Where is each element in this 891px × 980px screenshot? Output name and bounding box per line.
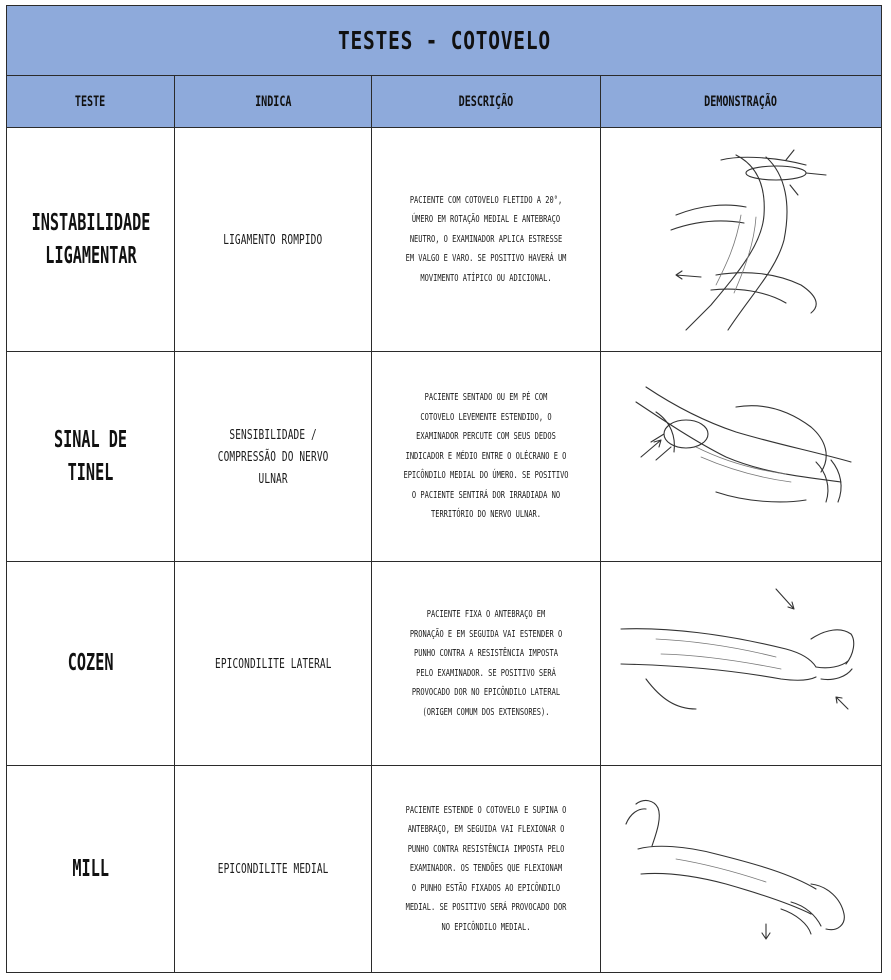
test-name: COZEN [67, 650, 114, 676]
test-description: PACIENTE FIXA O ANTEBRAÇO EM PRONAÇÃO E EM SEGUIDA VAI ESTENDER O PUNHO CONTRA A RESISTÊNCIA IMPOSTA PELO EXAMINADOR. SE POSITIVO SERÁ PROVOCADO DOR NO EPICÔNDILO LATERAL (ORIGEM COMUM DOS EXTENSORES). [409, 609, 563, 718]
cozen-test-illustration [616, 569, 866, 759]
test-indication: LIGAMENTO ROMPIDO [223, 231, 323, 248]
cell-teste [7, 128, 175, 351]
test-name: SINAL DE TINEL [53, 426, 128, 486]
cell-indica [175, 352, 372, 561]
cell-demonstracao [601, 128, 880, 351]
header-indica: INDICA [175, 76, 372, 127]
test-indication: EPICONDILITE MEDIAL [217, 861, 329, 877]
cell-descricao [372, 352, 601, 561]
tests-table [6, 5, 882, 973]
test-indication: EPICONDILITE LATERAL [214, 655, 332, 672]
cell-demonstracao [601, 766, 880, 972]
header-descricao: DESCRIÇÃO [372, 76, 601, 127]
test-name: INSTABILIDADE LIGAMENTAR [31, 209, 150, 269]
cell-descricao [372, 562, 601, 765]
table-row-mill [7, 766, 881, 972]
header-teste: TESTE [7, 76, 175, 127]
cell-descricao [372, 128, 601, 351]
cell-teste [7, 352, 175, 561]
mill-test-illustration [616, 774, 866, 964]
table-row-tinel [7, 352, 881, 562]
cell-descricao [372, 766, 601, 972]
table-title: TESTES - COTOVELO [337, 26, 551, 55]
tinel-sign-illustration [616, 362, 866, 552]
header-demonstracao: DEMONSTRAÇÃO [704, 93, 777, 110]
header-row [7, 76, 881, 128]
cell-demonstracao [601, 352, 880, 561]
elbow-ligament-instability-illustration [616, 145, 866, 335]
cell-demonstracao [601, 562, 880, 765]
test-description: PACIENTE COM COTOVELO FLETIDO A 20°, ÚMERO EM ROTAÇÃO MEDIAL E ANTEBRAÇO NEUTRO, O EXAMINADOR APLICA ESTRESSE EM VALGO E VARO. SE POSITIVO HAVERÁ UM MOVIMENTO ATÍPICO OU ADICIONAL. [405, 194, 567, 284]
cell-teste [7, 562, 175, 765]
cell-teste [7, 766, 175, 972]
table-title-bar [7, 6, 881, 76]
cell-indica [175, 128, 372, 351]
table-row-instabilidade [7, 128, 881, 352]
table-row-cozen [7, 562, 881, 766]
test-description: PACIENTE SENTADO OU EM PÉ COM COTOVELO LEVEMENTE ESTENDIDO, O EXAMINADOR PERCUTE COM SEUS DEDOS INDICADOR E MÉDIO ENTRE O OLÉCRANO E O EPICÔNDILO MEDIAL DO ÚMERO. SE POSITIVO O PACIENTE SENTIRÁ DOR IRRADIADA NO TERRITÓRIO DO NERVO ULNAR. [403, 392, 569, 521]
test-name: MILL [72, 855, 109, 882]
cell-indica [175, 562, 372, 765]
test-indication: SENSIBILIDADE / COMPRESSÃO DO NERVO ULNAR [217, 426, 329, 487]
cell-indica [175, 766, 372, 972]
test-description: PACIENTE ESTENDE O COTOVELO E SUPINA O ANTEBRAÇO, EM SEGUIDA VAI FLEXIONAR O PUNHO CONTRA RESISTÊNCIA IMPOSTA PELO EXAMINADOR. OS TENDÕES QUE FLEXIONAM O PUNHO ESTÃO FIXADOS AO EPICÔNDILO MEDIAL. SE POSITIVO SERÁ PROVOCADO DOR NO EPICÔNDILO MEDIAL. [405, 804, 567, 933]
